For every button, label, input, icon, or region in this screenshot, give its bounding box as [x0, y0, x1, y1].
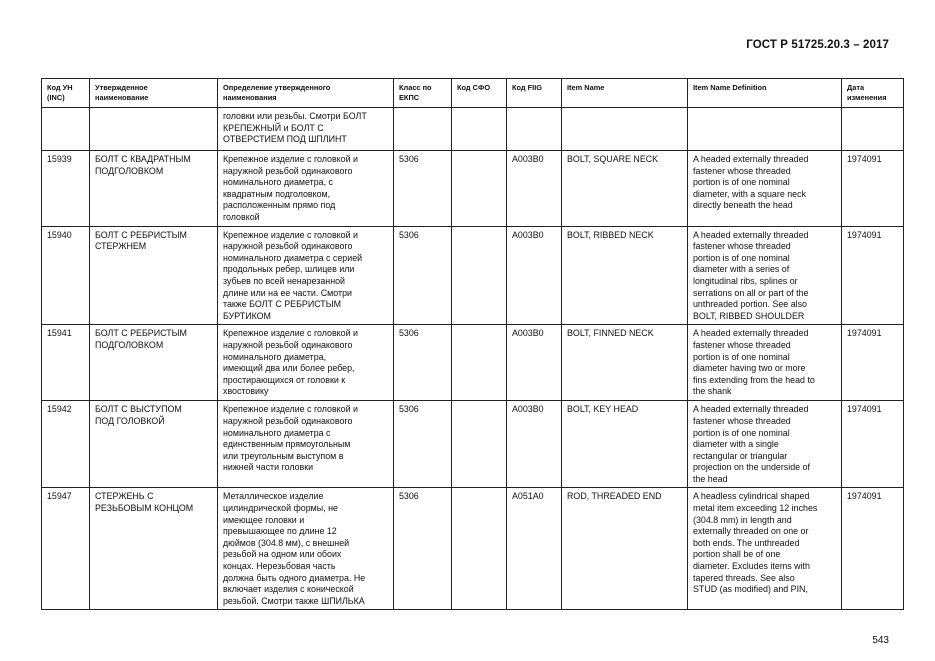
cell-sfo-code	[452, 401, 507, 488]
cell-definition: Крепежное изделие с головкой и наружной резьбой одинакового номинального диаметра с единственным прямоугольным или треугольным выступом в нижней части головки	[218, 401, 394, 488]
cell-approved-name: СТЕРЖЕНЬ С РЕЗЬБОВЫМ КОНЦОМ	[90, 488, 218, 610]
cell-inc	[42, 108, 90, 151]
document-code: ГОСТ Р 51725.20.3 – 2017	[746, 39, 889, 51]
cell-item-name: BOLT, FINNED NECK	[562, 325, 688, 401]
cell-inc: 15941	[42, 325, 90, 401]
cell-ekps-class: 5306	[394, 325, 452, 401]
cell-item-name	[562, 108, 688, 151]
cell-item-name: BOLT, RIBBED NECK	[562, 226, 688, 325]
cell-change-date: 1974091	[842, 488, 904, 610]
specification-table	[41, 78, 904, 610]
column-header-item-name: Item Name	[562, 79, 688, 108]
table-header-row	[42, 79, 904, 108]
column-header-sfo-code: Код СФО	[452, 79, 507, 108]
column-header-change-date: Дата изменения	[842, 79, 904, 108]
column-header-ekps-class: Класс по ЕКПС	[394, 79, 452, 108]
cell-fiig-code: A003B0	[507, 401, 562, 488]
page-number: 543	[872, 635, 889, 646]
cell-ekps-class: 5306	[394, 226, 452, 325]
cell-item-name-definition: A headed externally threaded fastener whose threaded portion is of one nominal diameter, with a square neck directly beneath the head	[688, 151, 842, 227]
cell-inc: 15947	[42, 488, 90, 610]
cell-sfo-code	[452, 325, 507, 401]
table-row	[42, 226, 904, 325]
cell-item-name: BOLT, KEY HEAD	[562, 401, 688, 488]
cell-approved-name: БОЛТ С ВЫСТУПОМ ПОД ГОЛОВКОЙ	[90, 401, 218, 488]
cell-sfo-code	[452, 488, 507, 610]
cell-approved-name	[90, 108, 218, 151]
cell-sfo-code	[452, 108, 507, 151]
cell-approved-name: БОЛТ С РЕБРИСТЫМ ПОДГОЛОВКОМ	[90, 325, 218, 401]
cell-fiig-code	[507, 108, 562, 151]
cell-definition: головки или резьбы. Смотри БОЛТ КРЕПЕЖНЫЙ и БОЛТ С ОТВЕРСТИЕМ ПОД ШПЛИНТ	[218, 108, 394, 151]
cell-change-date: 1974091	[842, 151, 904, 227]
cell-fiig-code: A051A0	[507, 488, 562, 610]
cell-definition: Крепежное изделие с головкой и наружной резьбой одинакового номинального диаметра с серией продольных ребер, шлицев или зубьев по всей ненарезанной длине или на ее части. Смотри также БОЛТ С РЕБРИСТЫМ БУРТИКОМ	[218, 226, 394, 325]
cell-ekps-class: 5306	[394, 151, 452, 227]
cell-change-date: 1974091	[842, 226, 904, 325]
cell-fiig-code: A003B0	[507, 151, 562, 227]
cell-ekps-class	[394, 108, 452, 151]
cell-definition: Крепежное изделие с головкой и наружной резьбой одинакового номинального диаметра, с квадратным подголовком, расположенным прямо под головкой	[218, 151, 394, 227]
cell-change-date: 1974091	[842, 325, 904, 401]
table-row	[42, 151, 904, 227]
cell-change-date: 1974091	[842, 401, 904, 488]
cell-item-name-definition: A headless cylindrical shaped metal item exceeding 12 inches (304.8 mm) in length and externally threaded on one or both ends. The unthreaded portion shall be of one diameter. Excludes items with tapered threads. See also STUD (as modified) and PIN,	[688, 488, 842, 610]
cell-fiig-code: A003B0	[507, 325, 562, 401]
cell-inc: 15940	[42, 226, 90, 325]
cell-approved-name: БОЛТ С КВАДРАТНЫМ ПОДГОЛОВКОМ	[90, 151, 218, 227]
table-row	[42, 488, 904, 610]
cell-item-name: BOLT, SQUARE NECK	[562, 151, 688, 227]
cell-inc: 15942	[42, 401, 90, 488]
column-header-item-name-definition: Item Name Definition	[688, 79, 842, 108]
column-header-fiig-code: Код FIIG	[507, 79, 562, 108]
column-header-inc: Код УН (INC)	[42, 79, 90, 108]
cell-sfo-code	[452, 226, 507, 325]
cell-approved-name: БОЛТ С РЕБРИСТЫМ СТЕРЖНЕМ	[90, 226, 218, 325]
cell-item-name-definition: A headed externally threaded fastener whose threaded portion is of one nominal diameter with a single rectangular or triangular projection on the underside of the head	[688, 401, 842, 488]
cell-change-date	[842, 108, 904, 151]
table-row	[42, 401, 904, 488]
cell-definition: Крепежное изделие с головкой и наружной резьбой одинакового номинального диаметра, имеющий два или более ребер, простирающихся от головки к хвостовику	[218, 325, 394, 401]
column-header-approved-name: Утвержденное наименование	[90, 79, 218, 108]
table-row	[42, 325, 904, 401]
cell-ekps-class: 5306	[394, 488, 452, 610]
cell-fiig-code: A003B0	[507, 226, 562, 325]
cell-sfo-code	[452, 151, 507, 227]
cell-definition: Металлическое изделие цилиндрической формы, не имеющее головки и превышающее по длине 12 дюймов (304.8 мм), с внешней резьбой на одном или обоих концах. Нерезьбовая часть должна быть одного диаметра. Не включает изделия с конической резьбой. Смотри также ШПИЛЬКА	[218, 488, 394, 610]
cell-inc: 15939	[42, 151, 90, 227]
cell-item-name-definition: A headed externally threaded fastener whose threaded portion is of one nominal diameter having two or more fins extending from the head to the shank	[688, 325, 842, 401]
cell-item-name-definition: A headed externally threaded fastener whose threaded portion is of one nominal diameter with a series of longitudinal ribs, splines or serrations on all or part of the unthreaded portion. See also BOLT, RIBBED SHOULDER	[688, 226, 842, 325]
column-header-approved-name-definition: Определение утвержденного наименования	[218, 79, 394, 108]
cell-ekps-class: 5306	[394, 401, 452, 488]
cell-item-name-definition	[688, 108, 842, 151]
cell-item-name: ROD, THREADED END	[562, 488, 688, 610]
table-row	[42, 108, 904, 151]
